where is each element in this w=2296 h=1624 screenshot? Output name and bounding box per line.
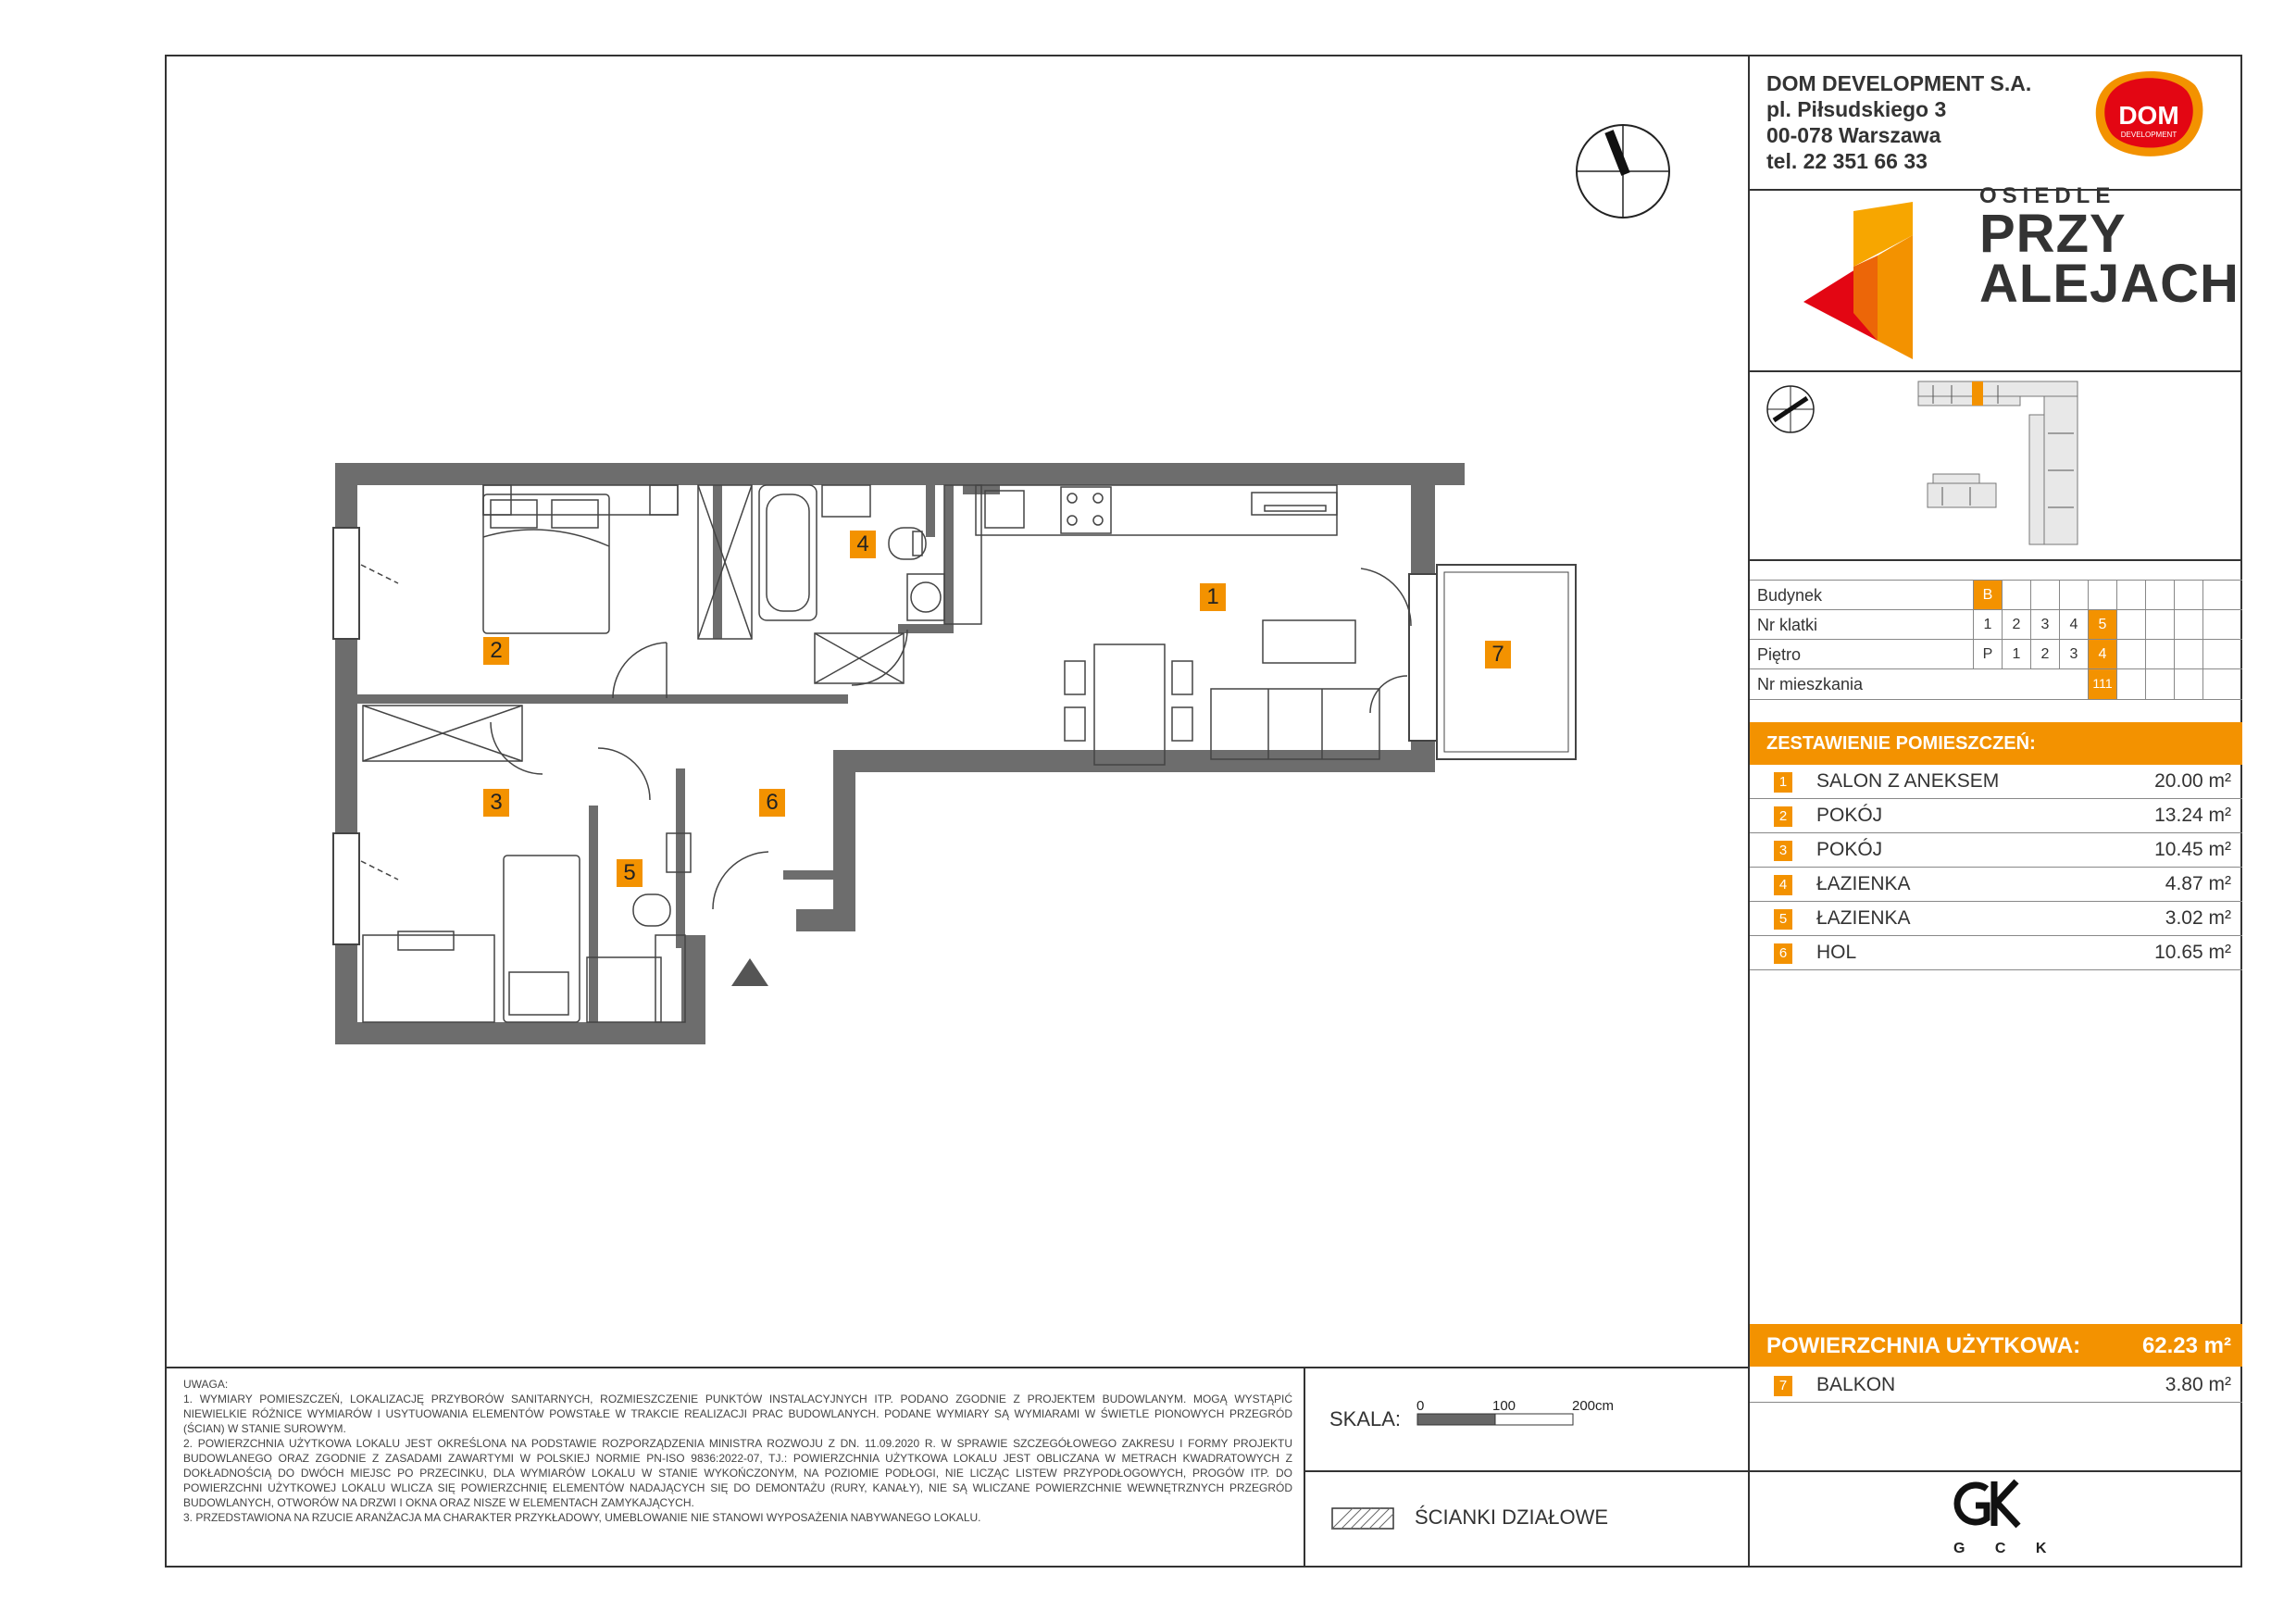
project-logo-graphic [1803,202,1961,359]
staircase-cell: 1 [1973,610,2002,640]
staircase-cell: 2 [2002,610,2030,640]
floor-plan [315,454,1592,1056]
room-area: 20.00 m² [2154,770,2231,792]
empty-cell [2116,581,2145,610]
room-row [1750,936,2242,970]
staircase-cell: 4 [2059,610,2088,640]
notes-block [183,1377,1292,1525]
rooms-header [1750,722,2242,765]
site-keyplan [1915,378,2090,554]
room-row [1750,868,2242,902]
empty-cell [2202,669,2231,699]
empty-cell [2116,669,2145,699]
room-area: 10.65 m² [2154,942,2231,963]
dom-logo-text: DOM [2118,101,2179,130]
empty-cell [2174,610,2202,640]
empty-cell [2116,640,2145,669]
project-line2: PRZY [1979,204,2127,264]
company-city: 00-078 Warszawa [1766,123,1941,147]
room-name: ŁAZIENKA [1816,907,1911,929]
staircase-cell-selected: 5 [2088,610,2116,640]
staircase-cell: 3 [2030,610,2059,640]
note-3: 3. PRZEDSTAWIONA NA RZUCIE ARANŻACJA MA CHARAKTER PRZYKŁADOWY, UMEBLOWANIE NIE STANOWI WYPOSAŻENIA NABYWANEGO LOKALU. [183,1511,981,1524]
empty-cell [2202,581,2231,610]
gck-divider [1748,1470,2242,1472]
empty-cell [2002,581,2030,610]
scale-tick-0: 0 [1416,1398,1425,1414]
room-name: ŁAZIENKA [1816,873,1911,894]
note-1: 1. WYMIARY POMIESZCZEŃ, LOKALIZACJĘ PRZYBORÓW SANITARNYCH, ROZMIESZCZENIE PUNKTÓW INSTALACYJNYCH ITP. PODANO ZGODNIE Z PROJEKTEM BUDOWLANYM. MOGĄ WYSTĄPIĆ NIEWIELKIE RÓŻNICE WYMIARÓW I USYTUOWANIA ELEMENTÓW POWSTAŁE W TRAKCIE REALIZACJI PRAC BUDOWLANYCH. PODANE WYMIARY SĄ WYMIARAMI W ŚWIETLE PIONOWYCH PRZEGRÓD (ŚCIAN) W STANIE SUROWYM. [183,1393,1292,1435]
dom-logo-sub: DEVELOPMENT [2120,131,2177,139]
balcony-area: 3.80 m² [2165,1374,2231,1395]
room-area: 10.45 m² [2154,839,2231,860]
building-row [1750,580,2242,610]
company-address [1766,70,2031,174]
room-number: 3 [1774,841,1792,861]
room-row [1750,833,2242,868]
scale-label: SKALA: [1329,1407,1402,1430]
apartment-label: Nr mieszkania [1757,675,1864,693]
room-name: POKÓJ [1816,805,1883,826]
project-line3: ALEJACH [1979,254,2240,314]
company-phone: tel. 22 351 66 33 [1766,149,1928,173]
room-name: HOL [1816,942,1857,963]
rooms-header-text: ZESTAWIENIE POMIESZCZEŃ: [1766,733,2036,754]
gck-label: G C K [1953,1541,2060,1556]
empty-cell [2030,581,2059,610]
partition-wall-swatch [1331,1507,1394,1530]
room-number: 5 [1774,909,1792,930]
scale-tick-100: 100 [1492,1398,1516,1414]
balcony-row [1750,1368,2242,1403]
room-area: 13.24 m² [2154,805,2231,826]
room-row [1750,799,2242,833]
brand-divider [1748,370,2242,372]
keyplan-compass-icon [1765,383,1816,435]
room-name: SALON Z ANEKSEM [1816,770,2000,792]
company-street: pl. Piłsudskiego 3 [1766,97,1947,121]
staircase-row [1750,609,2242,640]
room-area: 4.87 m² [2165,873,2231,894]
plan-label-1: 1 [1200,583,1226,611]
floor-cell: 2 [2030,640,2059,669]
usable-area-bar [1750,1324,2242,1367]
room-row [1750,765,2242,799]
notes-title: UWAGA: [183,1378,229,1391]
usable-area-value: 62.23 m² [2141,1333,2231,1358]
scale-tick-200: 200cm [1572,1398,1615,1414]
room-name: POKÓJ [1816,839,1883,860]
empty-cell [2174,640,2202,669]
empty-cell [2059,581,2088,610]
keyplan-divider [1748,559,2242,561]
empty-cell [2174,669,2202,699]
plan-label-2: 2 [483,637,509,665]
empty-cell [2145,581,2174,610]
plan-label-5: 5 [617,859,643,887]
dom-logo [2089,67,2209,159]
scale-bar [1416,1413,1574,1426]
scale-legend-divider [1304,1470,1750,1472]
empty-cell [2145,640,2174,669]
balcony-name: BALKON [1816,1374,1896,1395]
floor-row [1750,639,2242,669]
building-cell: B [1973,581,2002,610]
plan-label-7: 7 [1485,641,1511,668]
floor-cell-selected: 4 [2088,640,2116,669]
plan-label-6: 6 [759,789,785,817]
notes-divider [165,1367,1750,1368]
project-line1: OSIEDLE [1979,183,2116,208]
room-number: 4 [1774,875,1792,895]
apartment-number-cell: 111 [2088,669,2116,699]
room-row [1750,902,2242,936]
building-label: Budynek [1757,586,1823,605]
plan-label-4: 4 [850,531,876,558]
empty-cell [2116,610,2145,640]
room-number: 6 [1774,943,1792,964]
legend-label: ŚCIANKI DZIAŁOWE [1415,1505,1609,1529]
empty-cell [2202,640,2231,669]
empty-cell [2202,610,2231,640]
empty-cell [2174,581,2202,610]
empty-cell [2145,610,2174,640]
apartment-row [1750,668,2242,700]
balcony-number: 7 [1774,1376,1792,1396]
empty-cell [2088,581,2116,610]
gck-logo [1944,1476,2037,1541]
floor-cell: P [1973,640,2002,669]
note-2: 2. POWIERZCHNIA UŻYTKOWA LOKALU JEST OKREŚLONA NA PODSTAWIE ROZPORZĄDZENIA MINISTRA ROZWOJU Z DN. 11.09.2020 R. W SPRAWIE SZCZEGÓŁOWEGO ZAKRESU I FORMY PROJEKTU BUDOWLANEGO ORAZ ZGODNIE Z ZASADAMI ZAWARTYMI W POLSKIEJ NORMIE PN-ISO 9836:2022-07, TJ.: POWIERZCHNIA UŻYTKOWA LOKALU JEST OBLICZANA W METRACH KWADRATOWYCH Z DOKŁADNOŚCIĄ DO DWÓCH MIEJSC PO PRZECINKU, DLA WYMIARÓW LOKALU W STANIE WYKOŃCZONYM, NA POZIOMIE PODŁOGI, NIE LICZĄC LISTEW PRZYPODŁOGOWYCH, PROGÓW ITP. DO POWIERZCHNI UŻYTKOWEJ LOKALU WLICZA SIĘ POWIERZCHNIĘ ELEMENTÓW NADAJĄCYCH SIĘ DO DEMONTAŻU (RURY, KANAŁY), NIE SĄ WLICZANE POWIERZCHNIE WEWNĘTRZNYCH PRZEGRÓD BUDOWLANYCH, OTWORÓW NA DRZWI I OKNA ORAZ NISZE W ELEMENTACH ZAMYKAJĄCYCH. [183,1437,1292,1509]
staircase-label: Nr klatki [1757,616,1818,634]
plan-label-3: 3 [483,789,509,817]
usable-area-label: POWIERZCHNIA UŻYTKOWA: [1766,1333,2081,1358]
compass-icon [1572,120,1674,222]
company-name: DOM DEVELOPMENT S.A. [1766,71,2032,95]
room-number: 1 [1774,772,1792,793]
notes-scale-divider [1304,1367,1305,1568]
room-area: 3.02 m² [2165,907,2231,929]
room-number: 2 [1774,806,1792,827]
floor-cell: 1 [2002,640,2030,669]
floor-label: Piętro [1757,645,1802,664]
floor-cell: 3 [2059,640,2088,669]
project-name [1979,183,2240,314]
empty-cell [2145,669,2174,699]
